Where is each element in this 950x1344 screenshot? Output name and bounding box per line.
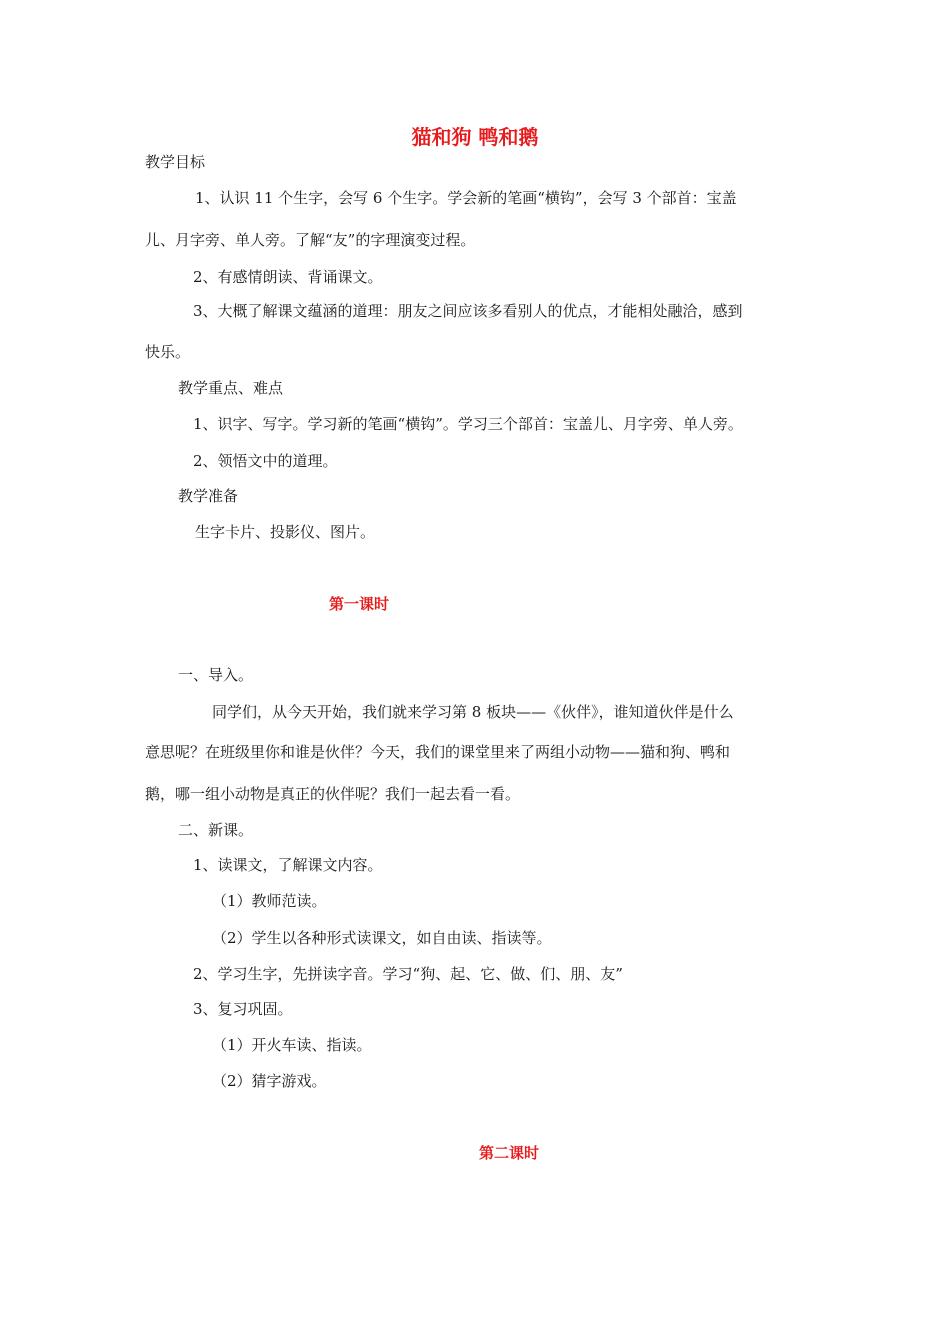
step-1-b: （2）学生以各种形式读课文，如自由读、指读等。	[212, 929, 552, 947]
step-3-a: （1）开火车读、指读。	[212, 1036, 372, 1054]
goals-item-1-line-2: 儿、月字旁、单人旁。了解“友”的字理演变过程。	[145, 231, 476, 249]
intro-line-1: 同学们，从今天开始，我们就来学习第 8 板块——《伙伴》，谁知道伙伴是什么	[212, 703, 734, 721]
step-3-b: （2）猜字游戏。	[212, 1072, 327, 1090]
goals-item-2: 2、有感情朗读、背诵课文。	[193, 268, 383, 286]
key-points-item-1: 1、识字、写字。学习新的笔画“横钩”。学习三个部首：宝盖儿、月字旁、单人旁。	[193, 415, 743, 433]
document-title: 猫和狗 鸭和鹅	[411, 125, 539, 149]
step-2: 2、学习生字，先拼读字音。学习“狗、起、它、做、们、朋、友”	[193, 965, 623, 983]
goals-heading: 教学目标	[145, 153, 206, 171]
key-points-heading: 教学重点、难点	[178, 379, 284, 397]
lesson-1-heading: 第一课时	[329, 595, 390, 613]
goals-item-3-line-1: 3、大概了解课文蕴涵的道理：朋友之间应该多看别人的优点，才能相处融洽，感到	[193, 302, 743, 320]
step-1-a: （1）教师范读。	[212, 892, 327, 910]
new-lesson-heading: 二、新课。	[178, 821, 254, 839]
key-points-item-2: 2、领悟文中的道理。	[193, 452, 338, 470]
preparation-text: 生字卡片、投影仪、图片。	[195, 523, 376, 541]
lesson-2-heading: 第二课时	[479, 1144, 540, 1162]
intro-heading: 一、导入。	[178, 666, 254, 684]
preparation-heading: 教学准备	[178, 487, 239, 505]
step-1: 1、读课文，了解课文内容。	[193, 856, 383, 874]
step-3: 3、复习巩固。	[193, 1000, 293, 1018]
intro-line-3: 鹅，哪一组小动物是真正的伙伴呢？我们一起去看一看。	[145, 785, 521, 803]
intro-line-2: 意思呢？在班级里你和谁是伙伴？今天，我们的课堂里来了两组小动物——猫和狗、鸭和	[145, 743, 731, 761]
goals-item-3-line-2: 快乐。	[145, 343, 191, 361]
goals-item-1-line-1: 1、认识 11 个生字，会写 6 个生字。学会新的笔画“横钩”，会写 3 个部首：宝盖	[195, 189, 737, 207]
